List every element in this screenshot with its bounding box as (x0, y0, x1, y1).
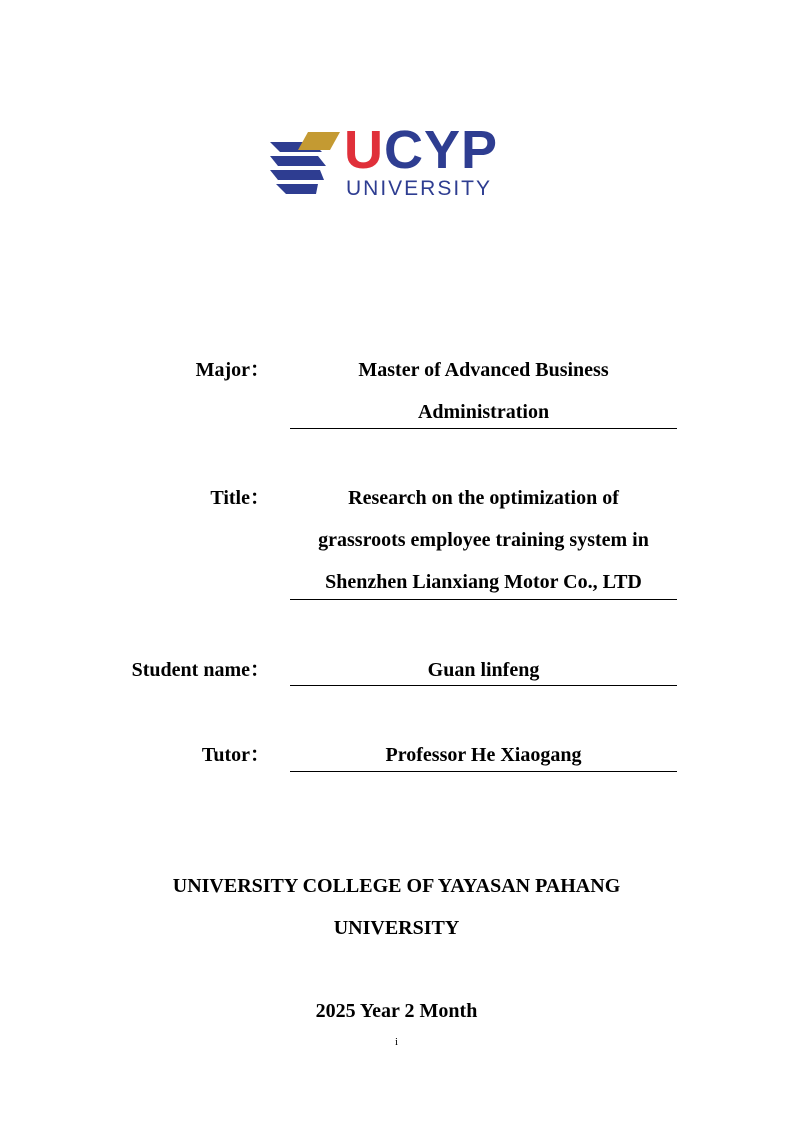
tutor-line: Professor He Xiaogang (385, 744, 582, 766)
institution-line: UNIVERSITY (333, 917, 460, 939)
title-line: Shenzhen Lianxiang Motor Co., LTD (325, 571, 642, 593)
logo-letters-cyp: CYP (384, 120, 499, 180)
major-underline (290, 428, 677, 429)
submission-date: 2025 Year 2 Month (315, 1000, 478, 1022)
page-number: i (394, 1036, 399, 1048)
student-name-underline (290, 685, 677, 686)
university-logo (268, 120, 524, 204)
title-underline (290, 599, 677, 600)
logo-subtitle: UNIVERSITY (346, 177, 493, 200)
major-value (290, 349, 677, 433)
logo-wordmark (344, 122, 498, 178)
major-line: Master of Advanced Business (358, 359, 609, 381)
major-label: Major： (195, 359, 270, 381)
tutor-value (290, 734, 677, 776)
institution-name (0, 865, 793, 949)
title-label: Title： (210, 487, 270, 509)
title-line: Research on the optimization of (348, 487, 619, 509)
wing-emblem-icon (268, 128, 348, 204)
title-line: grassroots employee training system in (318, 529, 649, 551)
institution-line: UNIVERSITY COLLEGE OF YAYASAN PAHANG (172, 875, 621, 897)
logo-letter-u: U (344, 120, 384, 180)
tutor-label: Tutor： (201, 744, 270, 766)
student-name-line: Guan linfeng (427, 659, 540, 681)
major-line: Administration (417, 401, 550, 423)
title-value (290, 477, 677, 603)
tutor-underline (290, 771, 677, 772)
student-name-label: Student name： (131, 659, 270, 681)
